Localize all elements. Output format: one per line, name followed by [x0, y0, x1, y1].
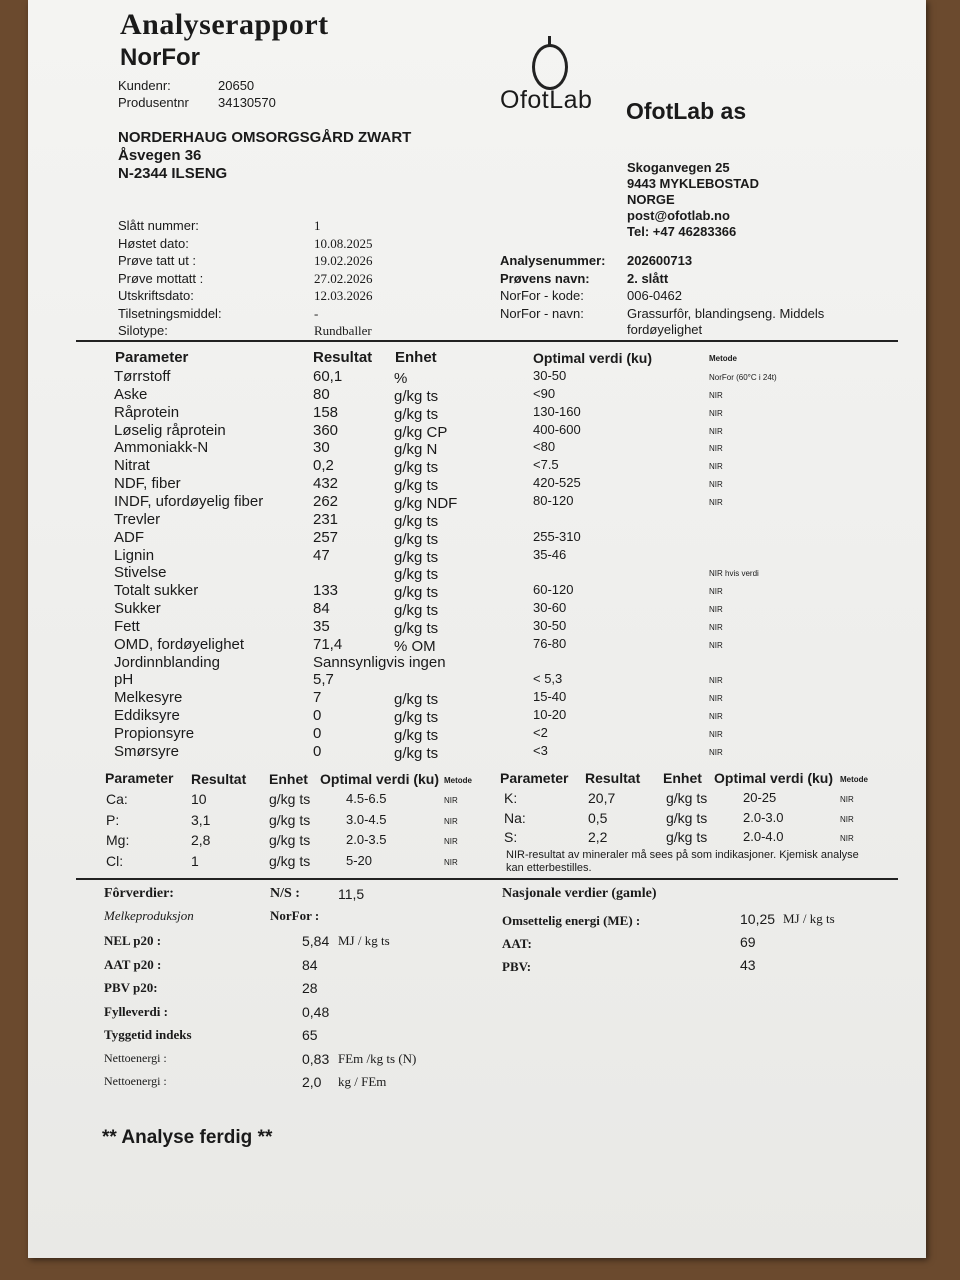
param-method: NIR — [709, 497, 723, 507]
param-method: NIR hvis verdi — [709, 569, 759, 579]
mineral-optimal: 2.0-4.0 — [743, 829, 784, 844]
mineral-unit: g/kg ts — [269, 832, 311, 848]
feed-value-label: Fylleverdi : — [104, 1003, 168, 1019]
param-method: NIR — [709, 640, 723, 650]
feed-value: 5,84 — [302, 933, 330, 949]
param-name: Fett — [114, 617, 140, 635]
param-result: 7 — [313, 689, 322, 707]
mineral-method: NIR — [444, 796, 458, 805]
param-method: NIR — [709, 747, 723, 757]
param-method: NIR — [709, 462, 723, 472]
feed-value-label: Nettoenergi : — [104, 1074, 167, 1088]
param-result: 158 — [313, 403, 339, 421]
param-result: 0,2 — [313, 457, 334, 475]
param-optimal: 35-46 — [533, 546, 567, 562]
param-optimal: 30-50 — [533, 368, 567, 383]
param-result: 231 — [313, 510, 339, 528]
param-result: 30 — [313, 439, 330, 457]
customer-name: NORDERHAUG OMSORGSGÅRD ZWART — [118, 129, 412, 146]
mineral-unit: g/kg ts — [666, 809, 708, 826]
mineral-name: P: — [106, 811, 120, 828]
mineral-optimal: 5-20 — [346, 852, 373, 868]
param-name: Sukker — [114, 600, 161, 618]
mineral-name: Cl: — [106, 852, 124, 869]
param-result: 5,7 — [313, 671, 334, 689]
param-result: 0 — [313, 725, 322, 742]
param-optimal: 10-20 — [533, 707, 567, 723]
sample-info-label: Prøve tatt ut : — [118, 253, 197, 268]
divider-top — [76, 340, 898, 342]
param-name: Propionsyre — [114, 725, 195, 742]
mineral-name: K: — [504, 790, 518, 806]
feed-value: 84 — [302, 956, 318, 973]
min-right-header-unit: Enhet — [663, 770, 702, 786]
analysis-info-value: 2. slått — [627, 270, 669, 286]
param-unit: g/kg N — [394, 441, 438, 459]
lab-street: Skoganvegen 25 — [627, 160, 730, 175]
min-left-header-result: Resultat — [191, 771, 247, 787]
param-unit: g/kg ts — [394, 387, 439, 405]
mineral-name: Na: — [504, 809, 526, 826]
sample-info-value: 10.08.2025 — [314, 235, 373, 251]
feed-value: 65 — [302, 1027, 318, 1043]
param-method: NIR — [709, 712, 723, 722]
national-values-title: Nasjonale verdier (gamle) — [502, 886, 657, 901]
min-right-header-optimal: Optimal verdi (ku) — [714, 770, 834, 786]
analysis-info-label: NorFor - navn: — [500, 305, 584, 321]
param-optimal: 76-80 — [533, 635, 567, 651]
mineral-method: NIR — [444, 837, 458, 846]
mineral-optimal: 2.0-3.0 — [743, 809, 784, 825]
divider-bottom — [76, 878, 898, 880]
param-unit: g/kg ts — [394, 709, 439, 727]
sample-info-value: Rundballer — [314, 323, 372, 338]
param-optimal: 400-600 — [533, 421, 581, 437]
feed-value: 2,0 — [302, 1074, 322, 1090]
param-method: NIR — [709, 622, 723, 632]
param-result: 60,1 — [313, 368, 343, 385]
report-paper — [28, 0, 926, 1258]
param-unit: g/kg CP — [394, 423, 448, 441]
param-name: Aske — [114, 385, 148, 403]
mineral-unit: g/kg ts — [269, 852, 311, 869]
param-name: Melkesyre — [114, 689, 183, 707]
mineral-optimal: 4.5-6.5 — [346, 791, 387, 806]
national-value-label: Omsettelig energi (ME) : — [502, 913, 641, 928]
ns-value: 11,5 — [338, 886, 365, 902]
param-unit: g/kg ts — [394, 512, 439, 530]
param-unit: % OM — [394, 637, 436, 655]
sample-info-label: Slått nummer: — [118, 218, 199, 233]
sample-info-label: Prøve mottatt : — [118, 270, 204, 286]
sample-info-label: Høstet dato: — [118, 235, 189, 251]
analysis-info-value: 006-0462 — [627, 288, 682, 303]
mineral-result: 20,7 — [588, 790, 616, 806]
analysis-info-value: Grassurfôr, blandingseng. Middels — [627, 305, 825, 321]
param-method: NorFor (60°C i 24t) — [709, 373, 777, 382]
param-name: Løselig råprotein — [114, 421, 226, 439]
national-value: 69 — [740, 934, 756, 950]
sample-info-label: Utskriftsdato: — [118, 288, 194, 303]
analysis-info-label: NorFor - kode: — [500, 288, 584, 303]
param-optimal: <7.5 — [533, 457, 559, 473]
param-method: NIR — [709, 408, 723, 418]
param-unit: g/kg ts — [394, 566, 439, 584]
param-name: Nitrat — [114, 457, 150, 475]
param-optimal: <90 — [533, 385, 556, 401]
param-result: 47 — [313, 546, 330, 564]
sample-info-value: 12.03.2026 — [314, 288, 373, 303]
param-method: NIR — [709, 730, 723, 739]
analysis-status: ** Analyse ferdig ** — [102, 1127, 273, 1148]
mineral-result: 3,1 — [191, 811, 211, 828]
min-left-header-parameter: Parameter — [105, 770, 174, 786]
param-unit: g/kg ts — [394, 530, 439, 548]
param-name: NDF, fiber — [114, 475, 181, 493]
param-name: pH — [114, 671, 134, 689]
feed-value-unit: MJ / kg ts — [338, 933, 390, 948]
lab-city: 9443 MYKLEBOSTAD — [627, 176, 759, 191]
producer-no: 34130570 — [218, 95, 276, 110]
param-unit: g/kg ts — [394, 602, 439, 620]
mineral-method: NIR — [444, 857, 458, 867]
sample-info-value: 1 — [314, 218, 321, 233]
mineral-name: S: — [504, 829, 518, 845]
min-left-header-method: Metode — [444, 776, 472, 785]
feed-value-unit: kg / FEm — [338, 1074, 387, 1089]
param-name: Smørsyre — [114, 742, 179, 760]
param-method: NIR — [709, 444, 723, 454]
param-result: 0 — [313, 707, 322, 725]
param-name: Jordinnblanding — [114, 653, 220, 671]
param-optimal: <2 — [533, 725, 548, 740]
param-result: 257 — [313, 528, 339, 546]
mineral-method: NIR — [840, 814, 854, 824]
min-left-header-optimal: Optimal verdi (ku) — [320, 771, 440, 787]
min-left-header-unit: Enhet — [269, 771, 308, 787]
param-method: NIR — [709, 676, 723, 686]
param-unit: g/kg ts — [394, 691, 439, 709]
param-result: Sannsynligvis ingen — [313, 653, 446, 671]
norfor-label: NorFor : — [270, 908, 320, 923]
feed-values-subtitle: Melkeproduksjon — [104, 908, 194, 923]
mineral-result: 2,8 — [191, 832, 211, 848]
col-header-parameter: Parameter — [115, 349, 189, 366]
col-header-optimal: Optimal verdi (ku) — [533, 350, 653, 366]
param-name: INDF, ufordøyelig fiber — [114, 492, 264, 510]
feed-value: 0,83 — [302, 1050, 330, 1067]
param-optimal: 255-310 — [533, 528, 581, 544]
param-unit: g/kg ts — [394, 744, 439, 762]
lab-email: post@ofotlab.no — [627, 208, 730, 223]
national-value: 10,25 — [740, 911, 776, 927]
customer-no: 20650 — [218, 78, 255, 93]
mineral-unit: g/kg ts — [666, 790, 708, 806]
param-name: Eddiksyre — [114, 707, 180, 725]
feed-value-label: Tyggetid indeks — [104, 1027, 192, 1042]
national-value-unit: MJ / kg ts — [783, 911, 835, 926]
mineral-result: 0,5 — [588, 809, 608, 826]
param-result: 432 — [313, 475, 339, 493]
customer-street: Åsvegen 36 — [118, 147, 202, 164]
mineral-optimal: 20-25 — [743, 790, 777, 805]
min-right-header-method: Metode — [840, 775, 868, 784]
col-header-method: Metode — [709, 354, 737, 363]
feed-value-unit: FEm /kg ts (N) — [338, 1050, 417, 1066]
param-unit: g/kg ts — [394, 727, 439, 744]
mineral-result: 1 — [191, 852, 199, 869]
param-unit: g/kg ts — [394, 405, 439, 423]
param-method: NIR — [709, 605, 723, 615]
param-optimal: 80-120 — [533, 492, 574, 508]
feed-value-label: AAT p20 : — [104, 956, 162, 972]
param-result: 262 — [313, 492, 339, 510]
sample-info-value: - — [314, 305, 319, 321]
param-unit: g/kg ts — [394, 477, 439, 495]
param-optimal: <80 — [533, 439, 556, 455]
param-name: Lignin — [114, 546, 155, 564]
param-name: Totalt sukker — [114, 582, 199, 600]
param-optimal: 420-525 — [533, 475, 581, 491]
param-result: 84 — [313, 600, 330, 618]
param-method: NIR — [709, 587, 723, 597]
customer-no-label: Kundenr: — [118, 78, 171, 93]
feed-value: 0,48 — [302, 1003, 330, 1020]
min-right-header-parameter: Parameter — [500, 770, 569, 786]
lab-phone: Tel: +47 46283366 — [627, 224, 737, 239]
sample-info-label: Tilsetningsmiddel: — [118, 305, 222, 321]
param-name: Ammoniakk-N — [114, 439, 209, 457]
param-result: 0 — [313, 742, 322, 760]
param-result: 80 — [313, 385, 330, 403]
mineral-method: NIR — [444, 816, 458, 826]
feed-values-title: Fôrverdier: — [104, 886, 174, 901]
mineral-optimal: 3.0-4.5 — [346, 811, 387, 827]
mineral-result: 2,2 — [588, 829, 608, 845]
sample-info-value: 27.02.2026 — [314, 270, 373, 286]
mineral-unit: g/kg ts — [666, 829, 708, 845]
param-result: 35 — [313, 617, 330, 635]
sample-info-label: Silotype: — [118, 323, 168, 338]
param-optimal: <3 — [533, 742, 548, 758]
mineral-name: Mg: — [106, 832, 130, 848]
mineral-optimal: 2.0-3.5 — [346, 832, 387, 847]
lab-country: NORGE — [627, 192, 675, 207]
analysis-info-value-cont: fordøyelighet — [627, 321, 703, 337]
param-optimal: < 5,3 — [533, 671, 563, 687]
mineral-result: 10 — [191, 791, 207, 807]
param-name: Stivelse — [114, 564, 167, 582]
col-header-unit: Enhet — [395, 349, 437, 366]
feed-value-label: Nettoenergi : — [104, 1050, 167, 1065]
param-optimal: 60-120 — [533, 582, 574, 598]
param-unit: g/kg ts — [394, 584, 439, 602]
param-name: ADF — [114, 528, 144, 546]
analysis-info-label: Analysenummer: — [500, 253, 606, 268]
param-name: OMD, fordøyelighet — [114, 635, 245, 653]
param-unit: g/kg ts — [394, 459, 439, 477]
param-optimal: 30-50 — [533, 617, 567, 633]
producer-no-label: Produsentnr — [118, 95, 189, 110]
param-name: Råprotein — [114, 403, 180, 421]
national-value: 43 — [740, 957, 756, 973]
param-name: Tørrstoff — [114, 368, 171, 385]
param-method: NIR — [709, 390, 723, 400]
param-result: 360 — [313, 421, 339, 439]
param-name: Trevler — [114, 510, 161, 528]
param-result: 71,4 — [313, 635, 343, 653]
col-header-result: Resultat — [313, 349, 373, 366]
mineral-method: NIR — [840, 795, 854, 804]
minerals-note-line2: kan etterbestilles. — [506, 862, 592, 874]
national-value-label: AAT: — [502, 936, 532, 951]
param-unit: g/kg ts — [394, 619, 439, 637]
mineral-unit: g/kg ts — [269, 791, 311, 807]
analysis-info-label: Prøvens navn: — [500, 270, 590, 286]
mineral-unit: g/kg ts — [269, 811, 311, 828]
feed-value-label: NEL p20 : — [104, 933, 162, 948]
param-unit: g/kg NDF — [394, 494, 458, 512]
mineral-name: Ca: — [106, 791, 128, 807]
param-unit: % — [394, 370, 408, 387]
national-value-label: PBV: — [502, 959, 532, 974]
analysis-info-value: 202600713 — [627, 253, 693, 268]
customer-city: N-2344 ILSENG — [118, 165, 228, 182]
sample-info-value: 19.02.2026 — [314, 253, 373, 268]
param-optimal: 130-160 — [533, 403, 581, 419]
report-subtitle: NorFor — [120, 44, 200, 71]
minerals-note-line1: NIR-resultat av mineraler må sees på som indikasjoner. Kjemisk analyse — [506, 849, 859, 861]
min-right-header-result: Resultat — [585, 770, 641, 786]
feed-value: 28 — [302, 980, 318, 996]
lab-name: OfotLab as — [626, 98, 747, 124]
param-optimal: 30-60 — [533, 600, 567, 616]
logo-text: OfotLab — [500, 86, 593, 114]
param-optimal: 15-40 — [533, 689, 567, 705]
param-method: NIR — [709, 426, 723, 436]
ns-label: N/S : — [270, 886, 300, 901]
mineral-method: NIR — [840, 834, 854, 843]
param-result: 133 — [313, 582, 339, 600]
report-title: Analyserapport — [120, 8, 329, 41]
param-unit: g/kg ts — [394, 548, 439, 566]
param-method: NIR — [709, 480, 723, 490]
feed-value-label: PBV p20: — [104, 980, 158, 995]
param-method: NIR — [709, 694, 723, 704]
